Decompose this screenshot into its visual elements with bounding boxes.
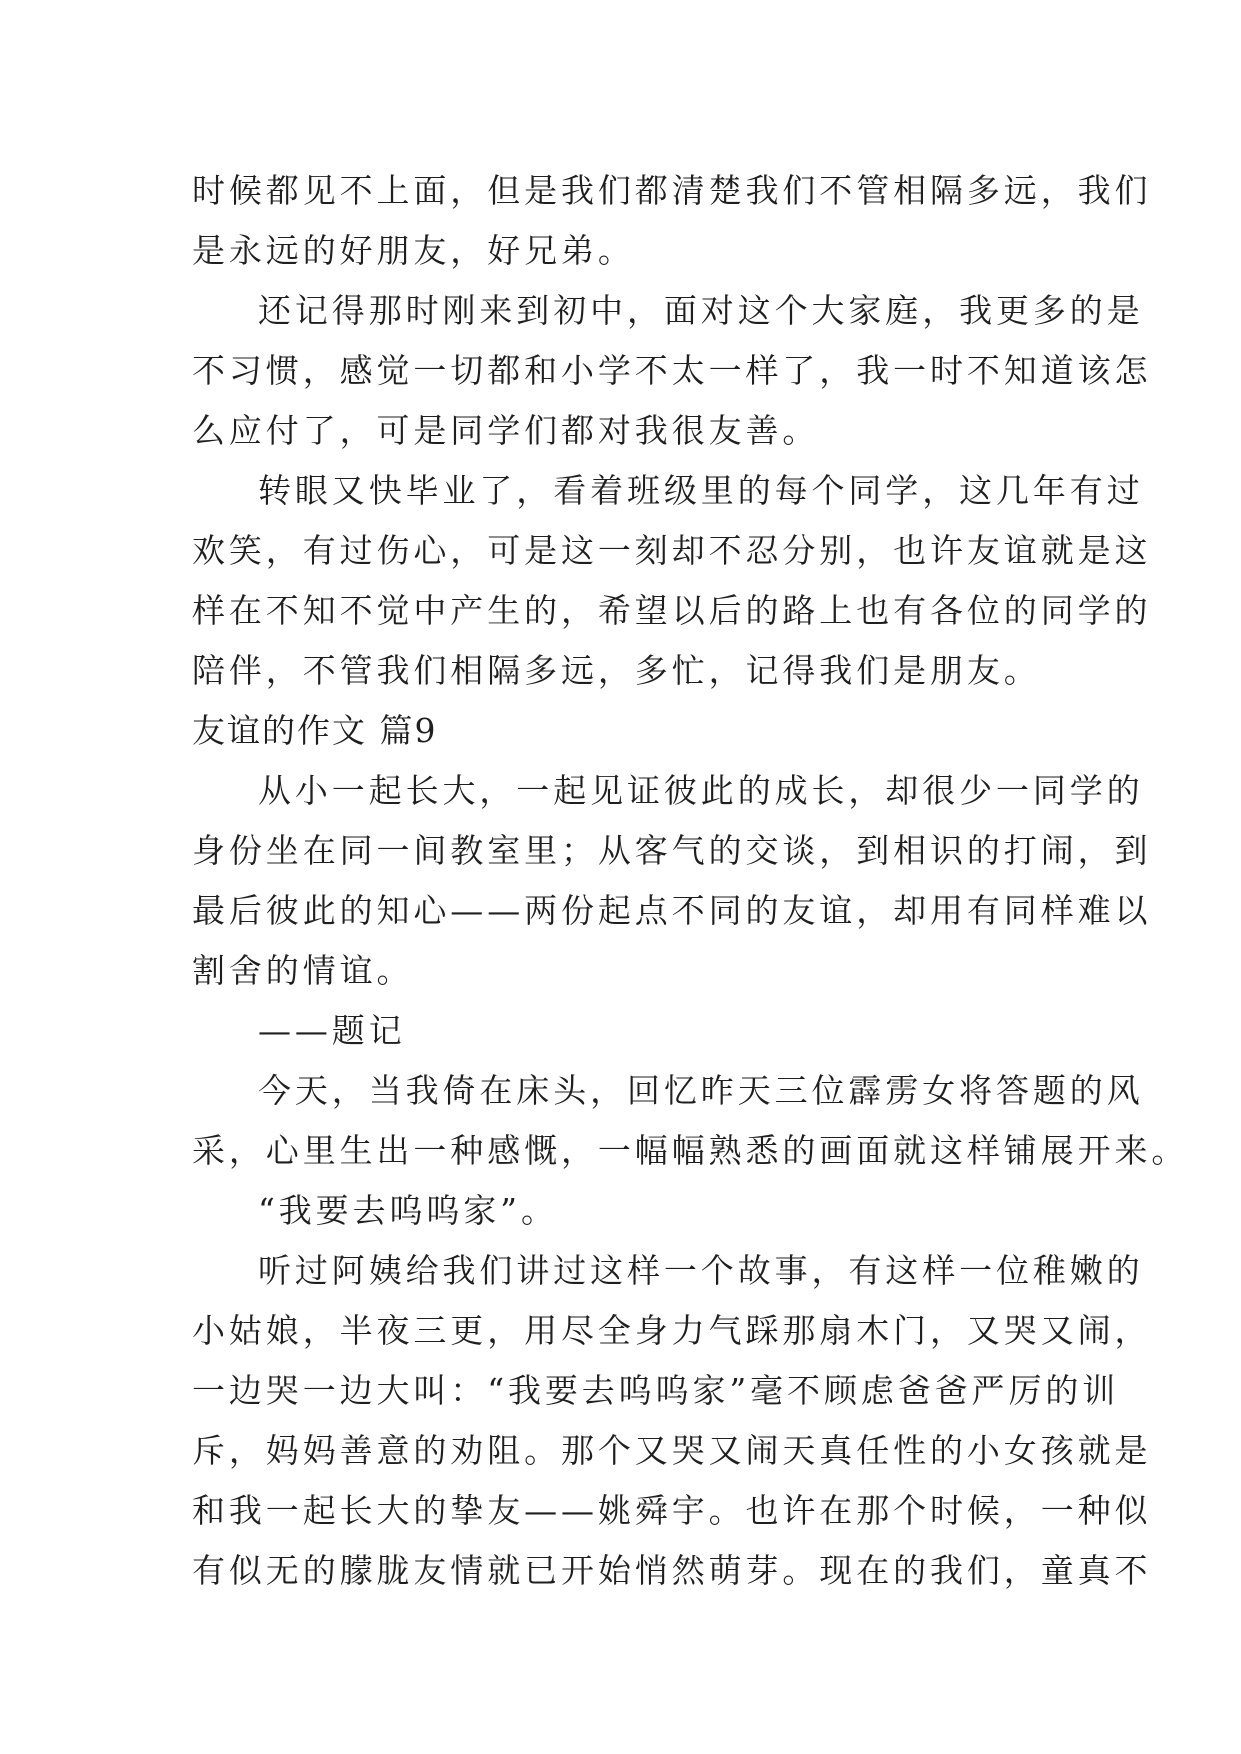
- text-line: 小姑娘，半夜三更，用尽全身力气踩那扇木门，又哭又闹，: [192, 1311, 1152, 1350]
- document-body: [192, 161, 1189, 1601]
- text-line: 时候都见不上面，但是我们都清楚我们不管相隔多远，我们: [192, 171, 1152, 210]
- paragraph-start-line: 今天，当我倚在床头，回忆昨天三位霹雳女将答题的风: [258, 1071, 1144, 1110]
- text-line: 有似无的朦胧友情就已开始悄然萌芽。现在的我们，童真不: [192, 1551, 1152, 1590]
- epigraph-attribution: ——题记: [258, 1011, 406, 1050]
- text-line: 陪伴，不管我们相隔多远，多忙，记得我们是朋友。: [192, 651, 1041, 690]
- paragraph-start-line: 转眼又快毕业了，看着班级里的每个同学，这几年有过: [258, 471, 1144, 510]
- text-line: 欢笑，有过伤心，可是这一刻却不忍分别，也许友谊就是这: [192, 531, 1152, 570]
- section-heading: 友谊的作文 篇9: [192, 711, 438, 750]
- text-line: 采，心里生出一种感慨，一幅幅熟悉的画面就这样铺展开来。: [192, 1131, 1189, 1170]
- paragraph-start-line: 听过阿姨给我们讲过这样一个故事，有这样一位稚嫩的: [258, 1251, 1144, 1290]
- text-line: 身份坐在同一间教室里；从客气的交谈，到相识的打闹，到: [192, 831, 1152, 870]
- text-line: 一边哭一边大叫：“我要去呜呜家”毫不顾虑爸爸严厉的训: [192, 1371, 1120, 1410]
- text-line: 斥，妈妈善意的劝阻。那个又哭又闹天真任性的小女孩就是: [192, 1431, 1152, 1470]
- text-line: 样在不知不觉中产生的，希望以后的路上也有各位的同学的: [192, 591, 1152, 630]
- text-line: 和我一起长大的挚友——姚舜宇。也许在那个时候，一种似: [192, 1491, 1152, 1530]
- text-line: 最后彼此的知心——两份起点不同的友谊，却用有同样难以: [192, 891, 1152, 930]
- text-line: 割舍的情谊。: [192, 951, 414, 990]
- quote-line: “我要去呜呜家”。: [258, 1191, 558, 1230]
- text-line: 不习惯，感觉一切都和小学不太一样了，我一时不知道该怎: [192, 351, 1152, 390]
- text-line: 么应付了，可是同学们都对我很友善。: [192, 411, 820, 450]
- paragraph-start-line: 还记得那时刚来到初中，面对这个大家庭，我更多的是: [258, 291, 1144, 330]
- paragraph-start-line: 从小一起长大，一起见证彼此的成长，却很少一同学的: [258, 771, 1144, 810]
- text-line: 是永远的好朋友，好兄弟。: [192, 231, 635, 270]
